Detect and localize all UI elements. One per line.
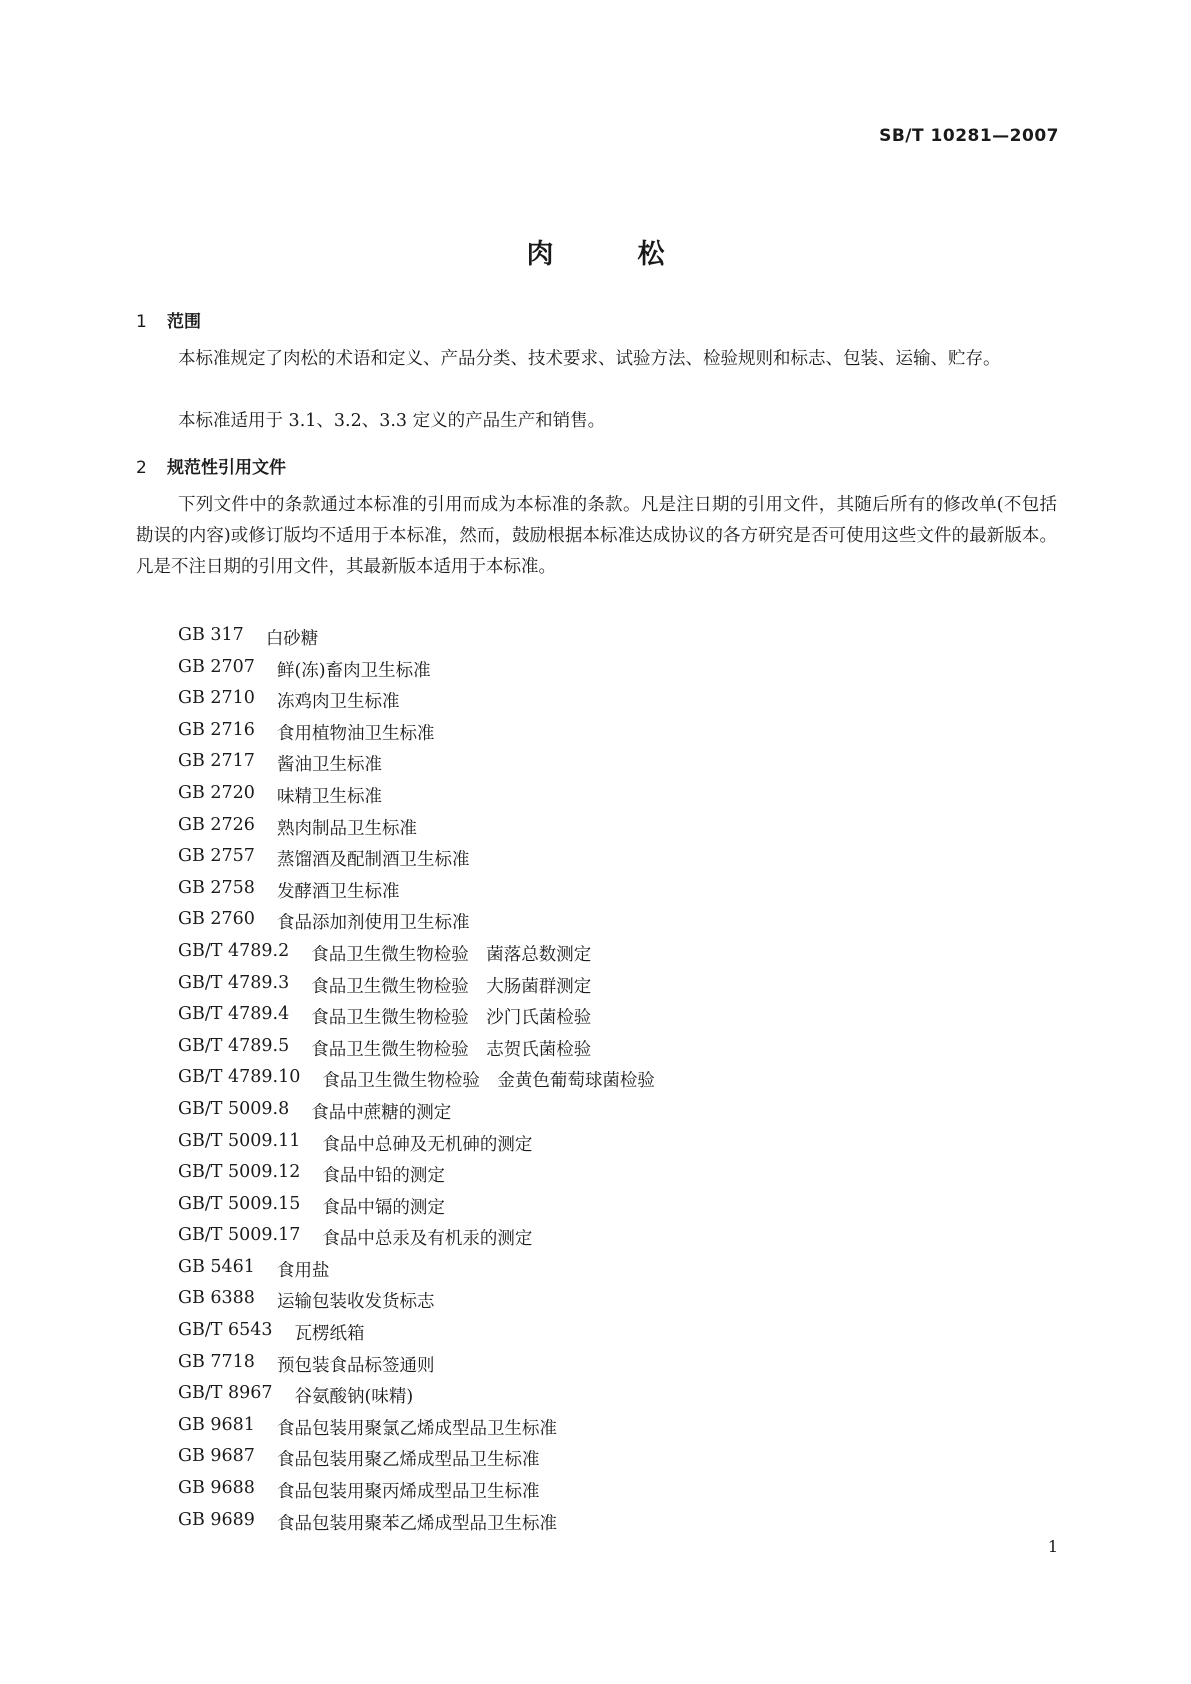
reference-name: 食品中铅的测定 [322, 1166, 445, 1187]
reference-item [178, 783, 655, 815]
reference-code: GB 2716 [178, 719, 255, 740]
standard-code: SB/T 10281—2007 [879, 126, 1059, 146]
reference-item [178, 1131, 655, 1163]
reference-item [178, 941, 655, 973]
reference-item [178, 751, 655, 783]
reference-code: GB/T 4789.4 [178, 1004, 290, 1025]
reference-code: GB/T 4789.5 [178, 1035, 290, 1056]
reference-item [178, 1257, 655, 1289]
reference-code: GB 9687 [178, 1446, 255, 1467]
reference-code: GB/T 5009.17 [178, 1225, 301, 1246]
reference-code: GB/T 5009.15 [178, 1193, 301, 1214]
reference-name: 食品包装用聚乙烯成型品卫生标准 [276, 1450, 540, 1471]
reference-name: 发酵酒卫生标准 [276, 881, 400, 902]
reference-name: 食用植物油卫生标准 [276, 723, 435, 744]
reference-name: 鲜(冻)畜肉卫生标准 [276, 660, 431, 681]
reference-item [178, 1320, 655, 1352]
reference-name: 食品包装用聚丙烯成型品卫生标准 [276, 1482, 540, 1503]
reference-name: 食品添加剂使用卫生标准 [276, 913, 470, 934]
reference-item [178, 909, 655, 941]
reference-code: GB/T 4789.10 [178, 1067, 301, 1088]
section-2-intro: 下列文件中的条款通过本标准的引用而成为本标准的条款。凡是注日期的引用文件，其随后所有的修改单(不包括勘误的内容)或修订版均不适用于本标准，然而，鼓励根据本标准达成协议的各方研究是否可使用这些文件的最新版本。凡是不注日期的引用文件，其最新版本适用于本标准。 [136, 495, 1057, 577]
reference-name: 味精卫生标准 [276, 786, 382, 807]
reference-item [178, 846, 655, 878]
document-title: 肉松 [526, 239, 749, 270]
reference-item [178, 1288, 655, 1320]
reference-name: 食品卫生微生物检验 金黄色葡萄球菌检验 [322, 1071, 655, 1092]
reference-name: 食品中镉的测定 [322, 1197, 445, 1218]
reference-name: 熟肉制品卫生标准 [276, 818, 417, 839]
reference-item [178, 1352, 655, 1384]
reference-code: GB/T 5009.11 [178, 1130, 301, 1151]
reference-code: GB 2707 [178, 656, 255, 677]
reference-item [178, 1067, 655, 1099]
section-2-heading [136, 453, 286, 478]
reference-name: 食品中总汞及有机汞的测定 [322, 1229, 533, 1250]
reference-item [178, 657, 655, 689]
reference-item [178, 878, 655, 910]
reference-item [178, 1194, 655, 1226]
reference-item [178, 1225, 655, 1257]
reference-code: GB/T 4789.2 [178, 940, 290, 961]
reference-name: 白砂糖 [265, 629, 319, 649]
reference-code: GB/T 8967 [178, 1383, 273, 1404]
reference-name: 预包装食品标签通则 [276, 1355, 435, 1376]
section-2-title: 规范性引用文件 [167, 458, 286, 478]
reference-item [178, 1162, 655, 1194]
reference-code: GB 5461 [178, 1256, 255, 1277]
reference-name: 食品卫生微生物检验 沙门氏菌检验 [311, 1008, 592, 1029]
reference-item [178, 688, 655, 720]
reference-code: GB 2717 [178, 751, 255, 772]
section-1-heading [136, 307, 201, 332]
section-1-number: 1 [136, 312, 147, 332]
reference-item [178, 1415, 655, 1447]
reference-item [178, 1510, 655, 1542]
section-2-number: 2 [136, 458, 147, 478]
reference-name: 食品卫生微生物检验 菌落总数测定 [311, 944, 592, 965]
reference-name: 谷氨酸钠(味精) [294, 1387, 414, 1408]
reference-code: GB 2710 [178, 688, 255, 709]
reference-code: GB 2758 [178, 877, 255, 898]
reference-name: 食品包装用聚苯乙烯成型品卫生标准 [276, 1513, 557, 1534]
reference-code: GB 9688 [178, 1478, 255, 1499]
reference-code: GB/T 6543 [178, 1320, 273, 1341]
reference-name: 食品中总砷及无机砷的测定 [322, 1134, 533, 1155]
reference-code: GB 2757 [178, 846, 255, 867]
reference-code: GB/T 5009.8 [178, 1098, 290, 1119]
reference-name: 食品卫生微生物检验 志贺氏菌检验 [311, 1039, 592, 1060]
reference-item [178, 1383, 655, 1415]
reference-item [178, 815, 655, 847]
page-number: 1 [1047, 1537, 1058, 1556]
reference-code: GB 9681 [178, 1414, 255, 1435]
reference-code: GB 317 [178, 625, 244, 645]
reference-name: 食品包装用聚氯乙烯成型品卫生标准 [276, 1418, 557, 1439]
reference-name: 运输包装收发货标志 [276, 1292, 435, 1313]
reference-code: GB 2760 [178, 909, 255, 930]
reference-item [178, 720, 655, 752]
section-1-paragraph-1: 本标准规定了肉松的术语和定义、产品分类、技术要求、试验方法、检验规则和标志、包装、运输、贮存。 [178, 349, 1001, 369]
reference-code: GB 6388 [178, 1288, 255, 1309]
reference-item [178, 625, 655, 657]
reference-code: GB/T 5009.12 [178, 1162, 301, 1183]
reference-code: GB 7718 [178, 1351, 255, 1372]
reference-code: GB/T 4789.3 [178, 972, 290, 993]
reference-item [178, 973, 655, 1005]
reference-code: GB 9689 [178, 1509, 255, 1530]
reference-item [178, 1036, 655, 1068]
reference-item [178, 1478, 655, 1510]
reference-name: 食品中蔗糖的测定 [311, 1102, 452, 1123]
section-1-paragraph-2: 本标准适用于 3.1、3.2、3.3 定义的产品生产和销售。 [178, 411, 606, 431]
reference-item [178, 1004, 655, 1036]
reference-name: 食品卫生微生物检验 大肠菌群测定 [311, 976, 592, 997]
reference-name: 酱油卫生标准 [276, 755, 382, 776]
reference-name: 瓦楞纸箱 [294, 1324, 365, 1345]
reference-code: GB 2726 [178, 814, 255, 835]
reference-item [178, 1446, 655, 1478]
reference-code: GB 2720 [178, 782, 255, 803]
reference-name: 冻鸡肉卫生标准 [276, 692, 400, 713]
reference-item [178, 1099, 655, 1131]
section-1-title: 范围 [167, 312, 201, 332]
reference-name: 食用盐 [276, 1260, 330, 1281]
reference-list [178, 625, 655, 1541]
reference-name: 蒸馏酒及配制酒卫生标准 [276, 850, 470, 871]
